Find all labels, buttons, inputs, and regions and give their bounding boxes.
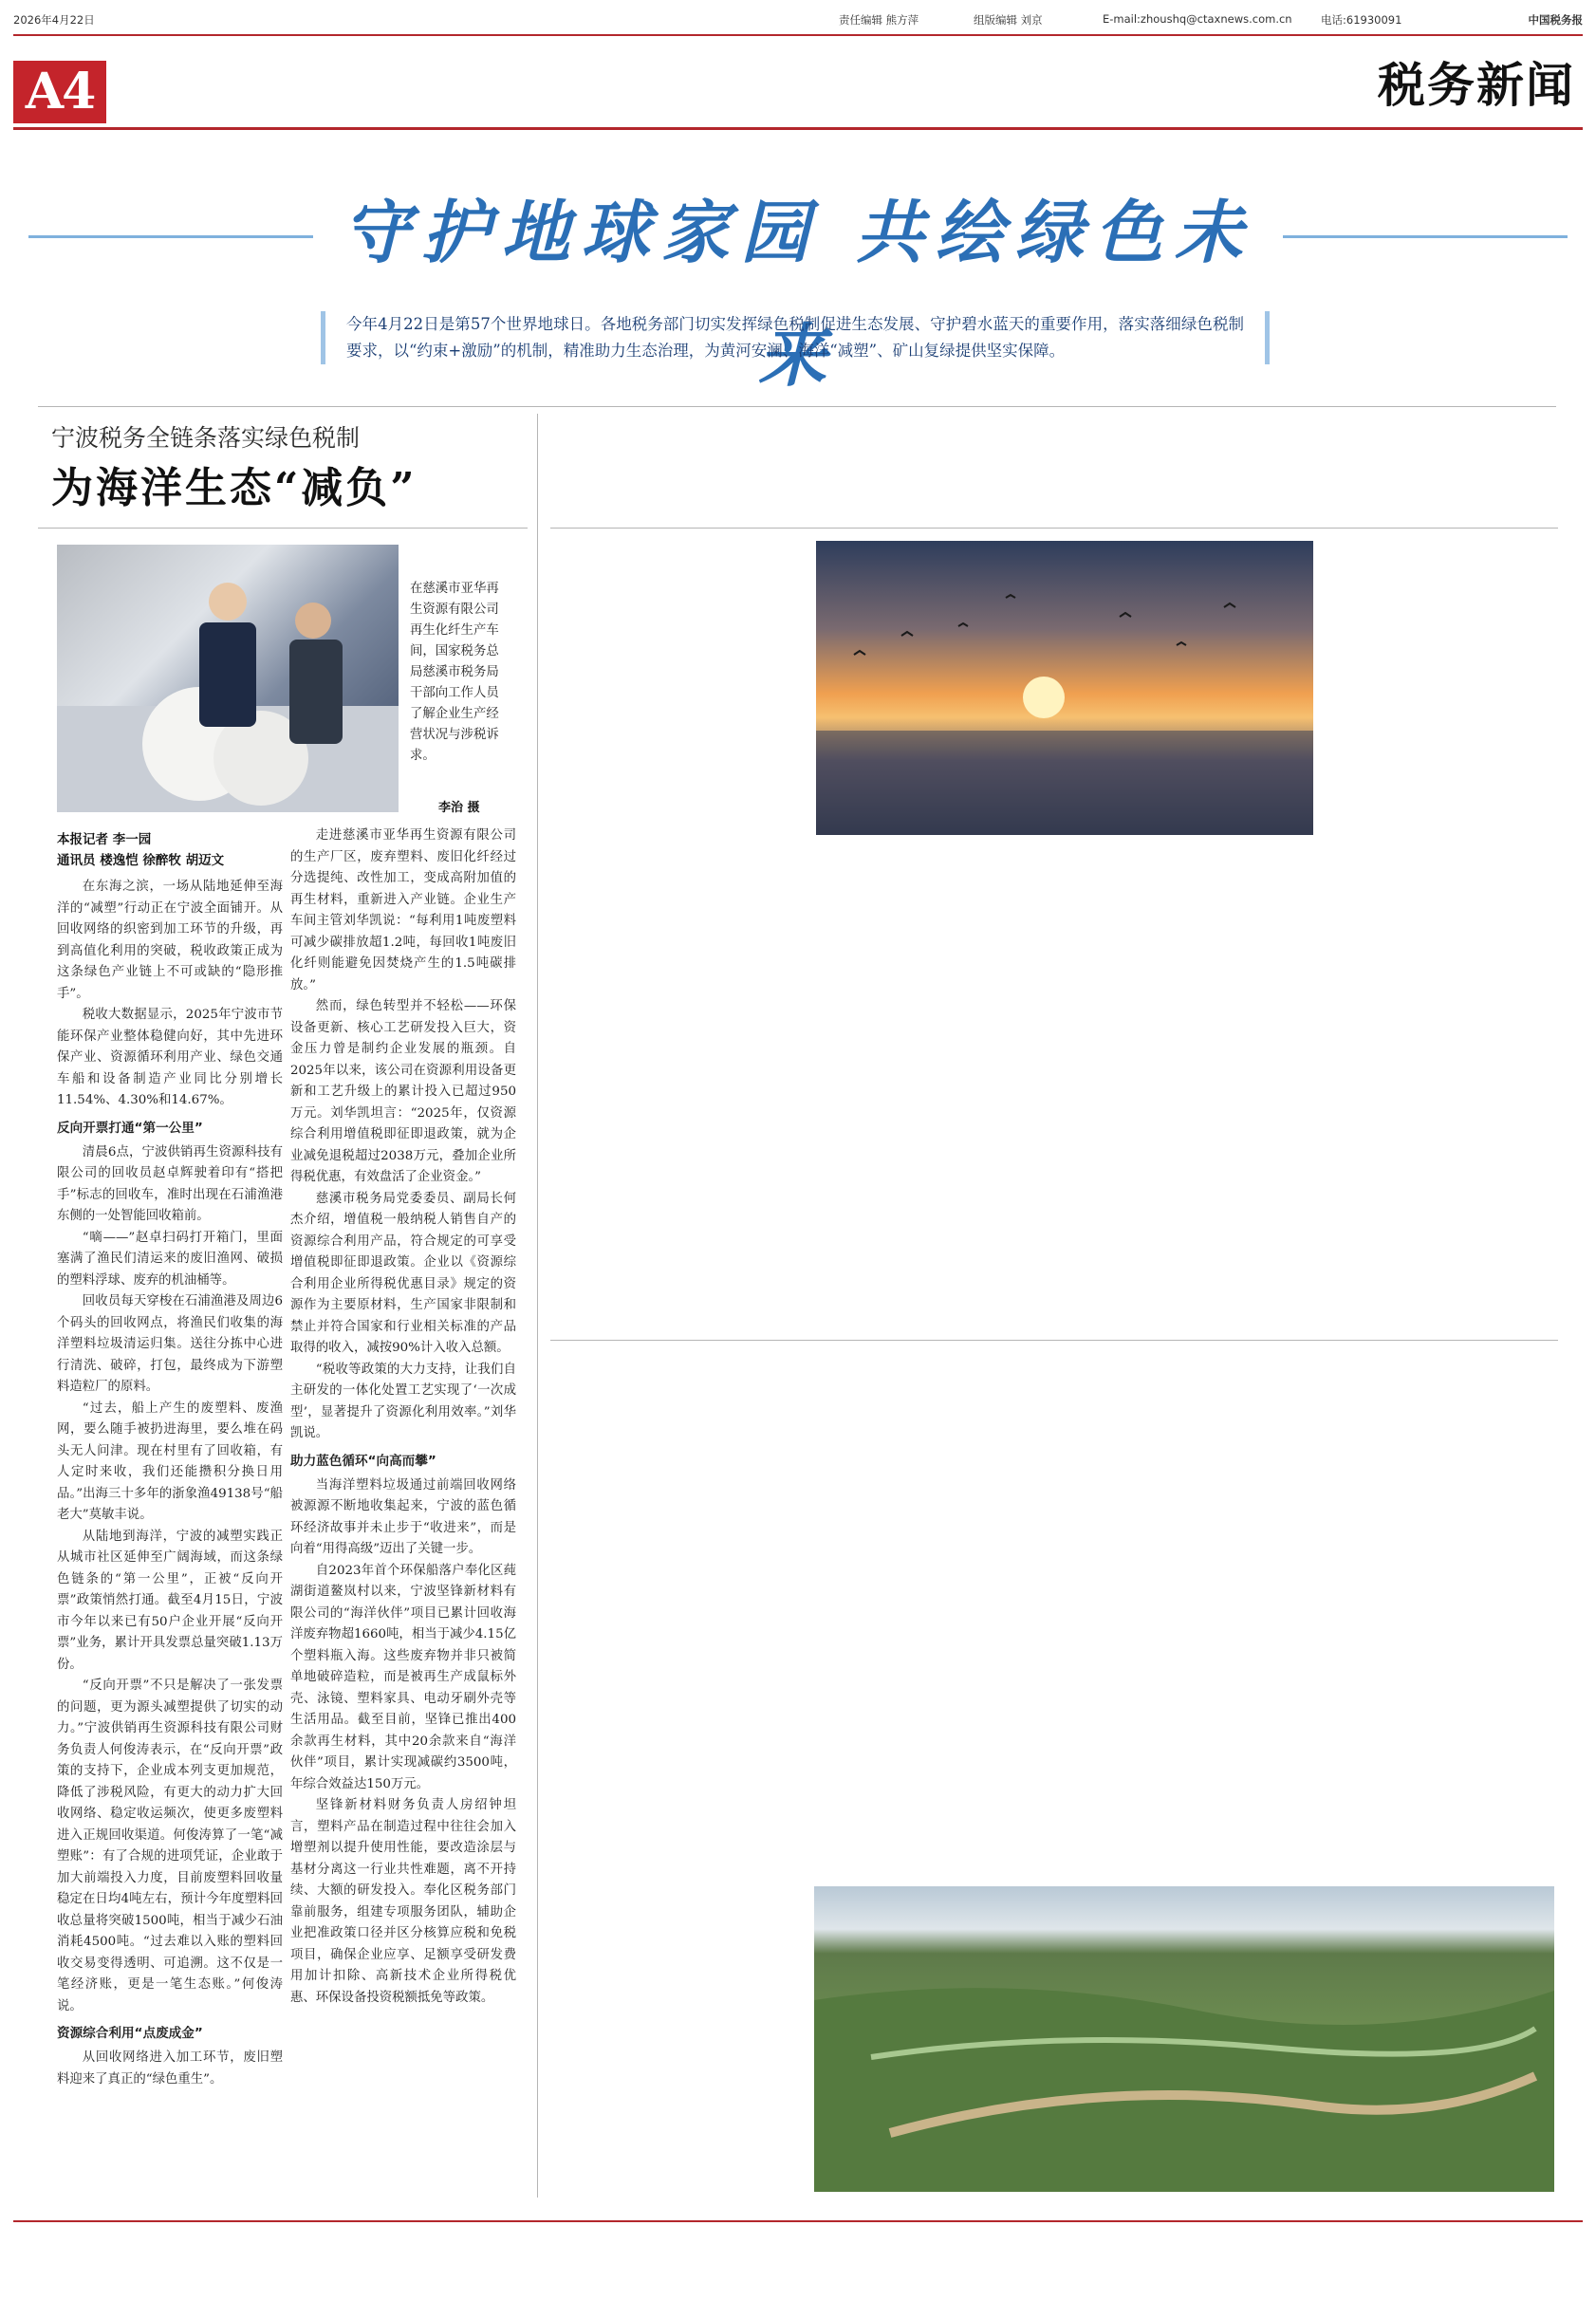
article1-title: 为海洋生态“减负”: [51, 464, 418, 512]
header-rule: [13, 34, 1583, 36]
divider: [550, 1340, 1558, 1341]
footer-rule: [13, 2220, 1583, 2222]
article3-column-1: [564, 1539, 801, 2192]
subhead: 助力蓝色循环“向高而攀”: [290, 1453, 436, 1469]
top-bar: [13, 9, 1583, 30]
article1-rule: [38, 528, 528, 529]
article1-photo-caption: 在慈溪市亚华再生资源有限公司再生化纤生产车间，国家税务总局慈溪市税务局干部向工作人员了解企业生产经营状况与涉税诉求。: [410, 582, 499, 763]
responsible-editor: 责任编辑 熊方萍: [839, 13, 919, 27]
divider: [38, 406, 1556, 407]
paper-name: 中国税务报: [1528, 13, 1583, 27]
banner-line-left: [28, 235, 313, 238]
article1-photo: [57, 545, 399, 812]
article1-byline: 本报记者 李一园 通讯员 楼逸恺 徐醉牧 胡迈文: [57, 832, 225, 868]
article2-column-2: [814, 839, 1055, 1330]
subhead: 反向开票打通“第一公里”: [57, 1120, 203, 1136]
article2-column-4: [1323, 541, 1554, 1330]
section-rule: [13, 127, 1583, 130]
contact-phone: 电话:61930091: [1321, 13, 1402, 27]
banner-title: 守护地球家园 共绘绿色未来: [342, 192, 1254, 396]
banner-line-right: [1283, 235, 1568, 238]
article2-rule: [550, 528, 1558, 529]
article3-column-2: [814, 1493, 1055, 1875]
issue-date: 2026年4月22日: [13, 13, 95, 27]
article2-photo: [816, 541, 1313, 835]
article2-column-1: [564, 590, 801, 1330]
article1-column-2: 走进慈溪市亚华再生资源有限公司的生产厂区，废弃塑料、废旧化纤经过分选提纯、改性加工，变成高附加值的再生材料，重新进入产业链。企业生产车间主管刘华凯说：“每利用1吨废塑料可减少碳排放超1.2吨，每回收1吨废旧化纤则能避免因焚烧产生的1.5吨碳排放。” 然而，绿色转型并不轻松——环保设备更新、核心工艺研发投入巨大，资金压力曾是制约企业发展的瓶颈。自2025年以来，该公司在资源利用设备更新和工艺升级上的累计投入已超过950万元。刘华凯坦言：“2025年，仅资源综合利用增值税即征即退政策，就为企业减免退税超过2038万元，叠加企业所得税优惠，有效盘活了企业资金。” 慈溪市税务局党委委员、副局长何杰介绍，增值税一般纳税人销售自产的资源综合利用产品，符合规定的可享受增值税即征即退政策。企业以《资源综合利用企业所得税优惠目录》规定的资源作为主要原材料，生产国家非限制和禁止并符合国家和行业相关标准的产品取得的收入，减按90%计入收入总额。 “税收等政策的大力支持，让我们自主研发的一体化处置工艺实现了‘一次成型’，显著提升了资源化利用效率。”刘华凯说。 助力蓝色循环“向高而攀” 当海洋塑料垃圾通过前端回收网络被源源不断地收集起来，宁波的蓝色循环经济故事并未止步于“收进来”，而是向着“用得高级”迈出了关键一步。 自2023年首个环保船落户奉化区莼湖街道鳌岚村以来，宁波坚锋新材料有限公司的“海洋伙伴”项目已累计回收海洋废弃物超1660吨，相当于减少4.15亿个塑料瓶入海。这些废弃物并非只被简单地破碎造粒，而是被再生产成鼠标外壳、泳镜、塑料家具、电动牙刷外壳等生活用品。截至目前，坚锋已推出400余款再生材料，其中20余款来自“海洋伙伴”项目，累计实现减碳约3500吨，年综合效益达150万元。 坚锋新材料财务负责人房绍钟坦言，塑料产品在制造过程中往往会加入增塑剂以提升使用性能，要改造涂层与基材分离这一行业共性难题，离不开持续、大额的研发投入。奉化区税务部门靠前服务，组建专项服务团队，辅助企业把准政策口径并区分核算应税和免税项目，确保企业应享、足额享受研发费用加计扣除、高新技术企业所得税优惠、环保设备投资税额抵免等政策。: [290, 828, 516, 2005]
footer-line-2: [13, 2253, 1583, 2270]
banner-intro: 今年4月22日是第57个世界地球日。各地税务部门切实发挥绿色税制促进生态发展、守护碧水蓝天的重要作用，落实落细绿色税制要求，以“约束+激励”的机制，精准助力生态治理，为黄河安澜、海洋“减塑”、矿山复绿提供坚实保障。: [321, 311, 1270, 364]
sunset-birds-scene: [816, 541, 1313, 835]
article2-column-3: [1067, 839, 1308, 1330]
layout-editor: 组版编辑 刘京: [974, 13, 1043, 27]
article1-column-1: 在东海之滨，一场从陆地延伸至海洋的“减塑”行动正在宁波全面铺开。从回收网络的织密到加工环节的升级，再到高值化利用的突破，税收政策正成为这条绿色产业链上不可或缺的“隐形推手”。 税收大数据显示，2025年宁波市节能环保产业整体稳健向好，其中先进环保产业、资源循环利用产业、绿色交通车船和设备制造产业同比分别增长11.54%、4.30%和14.67%。 反向开票打通“第一公里” 清晨6点，宁波供销再生资源科技有限公司的回收员赵卓辉驶着印有“搭把手”标志的回收车，准时出现在石浦渔港东侧的一处智能回收箱前。 “嘀——”赵卓扫码打开箱门，里面塞满了渔民们清运来的废旧渔网、破损的塑料浮球、废弃的机油桶等。 回收员每天穿梭在石浦渔港及周边6个码头的回收网点，将渔民们收集的海洋塑料垃圾清运归集。送往分拣中心进行清洗、破碎，打包，最终成为下游塑料造粒厂的原料。 “过去，船上产生的废塑料、废渔网，要么随手被扔进海里，要么堆在码头无人问津。现在村里有了回收箱，有人定时来收，我们还能攒积分换日用品。”出海三十多年的浙象渔49138号“船老大”莫敏丰说。 从陆地到海洋，宁波的减塑实践正从城市社区延伸至广阔海域，而这条绿色链条的“第一公里”，正被“反向开票”政策悄然打通。截至4月15日，宁波市今年以来已有50户企业开展“反向开票”业务，累计开具发票总量突破1.13万份。 “反向开票”不只是解决了一张发票的问题，更为源头减塑提供了切实的动力。”宁波供销再生资源科技有限公司财务负责人何俊涛表示，在“反向开票”政策的支持下，企业成本列支更加规范，降低了涉税风险，有更大的动力扩大回收网络、稳定收运频次，使更多废塑料进入正规回收渠道。何俊涛算了一笔“减塑账”：有了合规的进项凭证，企业敢于加大前端投入力度，目前废塑料回收量稳定在日均4吨左右，预计今年度塑料回收总量将突破1500吨，相当于减少石油消耗4500吨。“过去难以入账的塑料回收交易变得透明、可追溯。这不仅是一笔经济账，更是一笔生态账。”何俊涛说。 资源综合利用“点废成金” 从回收网络进入加工环节，废旧塑料迎来了真正的“绿色重生”。: [57, 880, 283, 2087]
factory-scene: [57, 545, 399, 812]
footer-line-1: [13, 2232, 1583, 2249]
contact-email: E-mail:zhoushq@ctaxnews.com.cn: [1103, 12, 1292, 26]
section-title: 税务新闻: [1378, 57, 1575, 113]
page-number: A4: [13, 61, 106, 123]
subhead: 资源综合利用“点废成金”: [57, 2026, 203, 2041]
column-divider: [537, 414, 538, 2198]
green-mine-scene: [814, 1886, 1554, 2192]
article1-photo-credit: 李治 摄: [438, 801, 480, 815]
article3-column-3: [1067, 1493, 1308, 1875]
article1-kicker: 宁波税务全链条落实绿色税制: [51, 424, 361, 452]
article3-photo: [814, 1886, 1554, 2192]
article3-column-4: [1323, 1493, 1554, 1875]
